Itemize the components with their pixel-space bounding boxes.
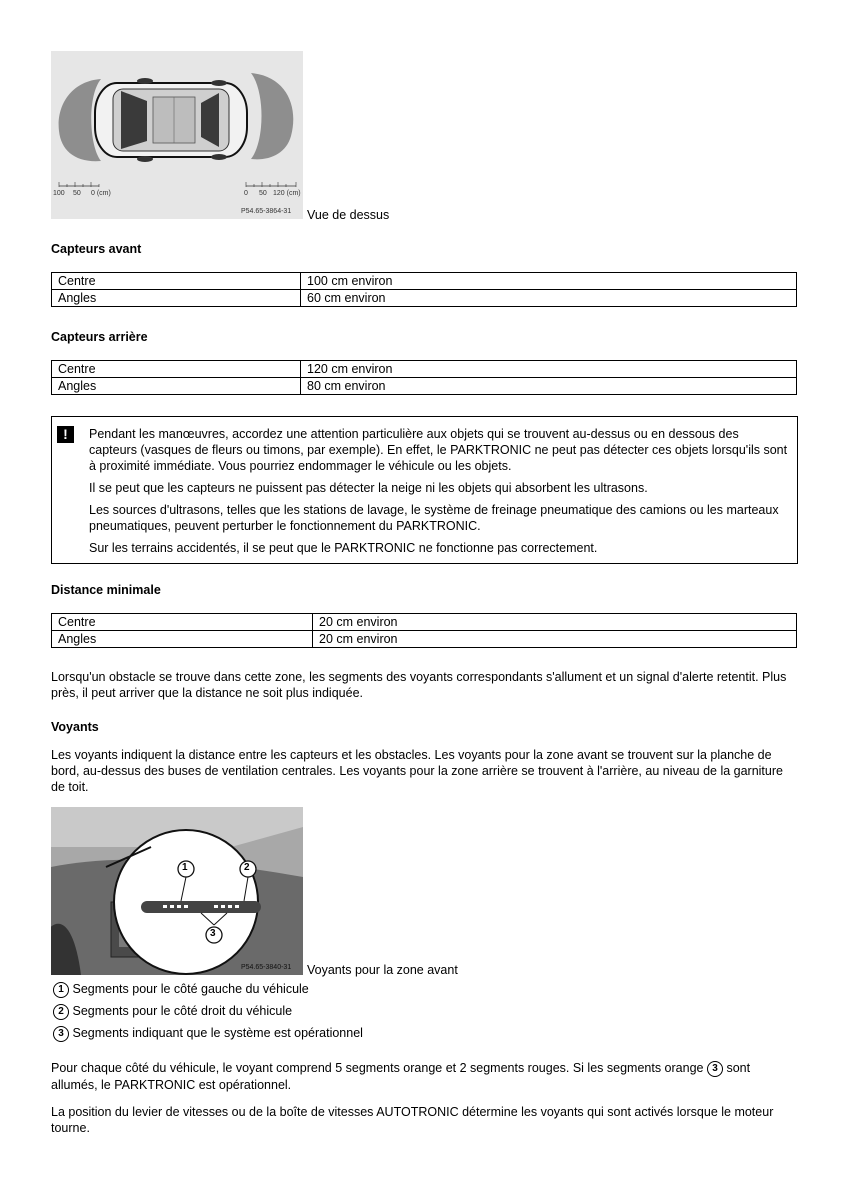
- legend-list: [53, 978, 363, 1044]
- table-cell: 120 cm environ: [301, 361, 797, 378]
- table-cell: 100 cm environ: [301, 273, 797, 290]
- table-cell: Centre: [52, 273, 301, 290]
- table-row: [52, 290, 797, 307]
- warning-text: [89, 426, 789, 562]
- table-cell: 60 cm environ: [301, 290, 797, 307]
- scale-label-right-50: 50: [259, 190, 267, 197]
- min-distance-heading: Distance minimale: [51, 583, 161, 597]
- callout-1: 1: [182, 862, 188, 873]
- table-row: [52, 361, 797, 378]
- dashboard-illustration: [51, 807, 303, 975]
- figure-code: P54.65-3864-31: [241, 208, 292, 215]
- legend-text: Segments pour le côté droit du véhicule: [72, 1004, 293, 1018]
- list-item: [53, 1000, 363, 1022]
- warning-paragraph: Pendant les manœuvres, accordez une attention particulière aux objets qui se trouvent au-dessus ou en dessous des capteurs (vasques de fleurs ou timons, par exemple). En effet, le PARKTRONIC ne peut pas détecter ces objets lorsqu'ils sont à proximité immédiate. Vous pourriez endommager le véhicule ou les objets.: [89, 427, 788, 473]
- scale-label-left-100: 100: [53, 190, 65, 197]
- callout-number-icon: 1: [53, 982, 69, 998]
- table-cell: 20 cm environ: [313, 614, 797, 631]
- callout-number-icon: 2: [53, 1004, 69, 1020]
- callout-number-icon: 3: [53, 1026, 69, 1042]
- rear-sensors-table: [51, 360, 797, 395]
- scale-label-left-50: 50: [73, 190, 81, 197]
- table-cell: Angles: [52, 631, 313, 648]
- legend-text: Segments indiquant que le système est opérationnel: [72, 1026, 363, 1040]
- legend-text: Segments pour le côté gauche du véhicule: [72, 982, 309, 996]
- table-cell: 80 cm environ: [301, 378, 797, 395]
- rear-sensors-heading: Capteurs arrière: [51, 330, 148, 344]
- list-item: [53, 978, 363, 1000]
- scale-label-right-120: 120 (cm): [273, 190, 301, 197]
- warning-paragraph: Les sources d'ultrasons, telles que les stations de lavage, le système de freinage pneumatique des camions ou les marteaux pneumatiques, peuvent perturber le fonctionnement du PARKTRONIC.: [89, 503, 779, 533]
- bottom-figure-caption: Voyants pour la zone avant: [307, 963, 458, 977]
- scale-label-right-0: 0: [244, 190, 248, 197]
- segments-text-end: sont allumés, le PARKTRONIC est opérationnel.: [51, 1061, 751, 1092]
- obstacle-paragraph: Lorsqu'un obstacle se trouve dans cette zone, les segments des voyants correspondants s'allument et un signal d'alerte retentit. Plus près, il peut arriver que la distance ne soit plus indiquée.: [51, 670, 787, 700]
- min-distance-table: [51, 613, 797, 648]
- gear-position-paragraph: La position du levier de vitesses ou de la boîte de vitesses AUTOTRONIC détermine les voyants qui sont activés lorsque le moteur tourne.: [51, 1105, 774, 1135]
- callout-number-icon: 3: [707, 1061, 723, 1077]
- front-sensors-heading: Capteurs avant: [51, 242, 142, 256]
- table-cell: Angles: [52, 378, 301, 395]
- table-row: [52, 378, 797, 395]
- warning-paragraph: Sur les terrains accidentés, il se peut que le PARKTRONIC ne fonctionne pas correctement.: [89, 541, 598, 555]
- list-item: [53, 1022, 363, 1044]
- segments-paragraph: [51, 1060, 797, 1093]
- figure-code: P54.65-3840-31: [241, 964, 292, 971]
- warning-box: [51, 416, 798, 564]
- table-cell: 20 cm environ: [313, 631, 797, 648]
- segments-text-start: Pour chaque côté du véhicule, le voyant comprend 5 segments orange et 2 segments rouges. Si les segments orange: [51, 1061, 704, 1075]
- exclamation-icon: !: [57, 426, 74, 443]
- dashboard-figure: [51, 807, 303, 975]
- voyants-paragraph: Les voyants indiquent la distance entre les capteurs et les obstacles. Les voyants pour la zone avant se trouvent sur la planche de bord, au-dessus des buses de ventilation centrales. Les voyants pour la zone arrière se trouvent à l'arrière, au niveau de la garniture de toit.: [51, 748, 783, 794]
- table-row: [52, 631, 797, 648]
- front-sensors-table: [51, 272, 797, 307]
- warning-paragraph: Il se peut que les capteurs ne puissent pas détecter la neige ni les objets qui absorbent les ultrasons.: [89, 481, 648, 495]
- callout-3: 3: [210, 928, 216, 939]
- table-row: [52, 614, 797, 631]
- top-figure-caption: Vue de dessus: [307, 208, 390, 222]
- table-cell: Centre: [52, 361, 301, 378]
- callout-2: 2: [244, 862, 250, 873]
- table-cell: Angles: [52, 290, 301, 307]
- top-view-figure: [51, 51, 303, 219]
- scale-label-left-0: 0 (cm): [91, 190, 111, 197]
- voyants-heading: Voyants: [51, 720, 99, 734]
- table-cell: Centre: [52, 614, 313, 631]
- table-row: [52, 273, 797, 290]
